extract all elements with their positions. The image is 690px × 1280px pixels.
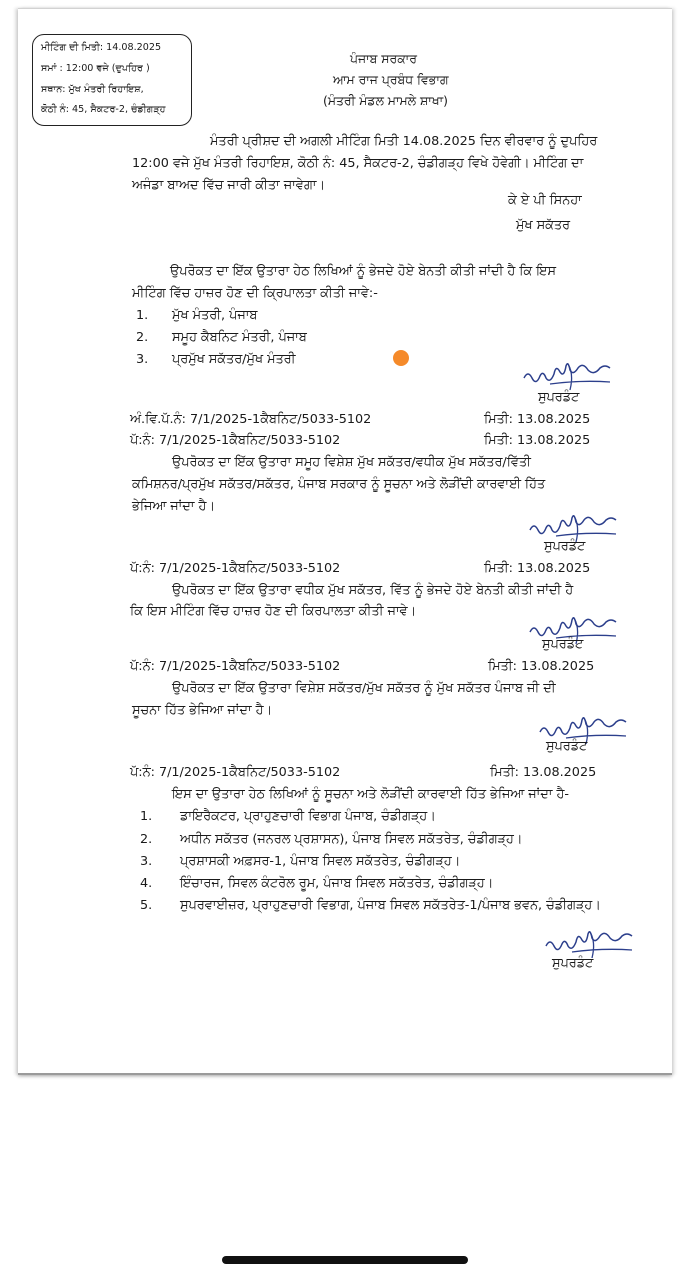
meeting-time: ਸਮਾਂ : 12:00 ਵਜੇ (ਦੁਪਹਿਰ ) xyxy=(41,63,150,74)
ref5-number: ਪੱ:ਨੰ: 7/1/2025-1ਕੈਬਨਿਟ/5033-5102 xyxy=(130,765,341,780)
copy5-item-number: 2. xyxy=(140,832,153,847)
copy1-line-1: ਉਪਰੋਕਤ ਦਾ ਇੱਕ ਉਤਾਰਾ ਹੇਠ ਲਿਖਿਆਂ ਨੂੰ ਭੇਜਦੇ ਹੋਏ ਬੇਨਤੀ ਕੀਤੀ ਜਾਂਦੀ ਹੈ ਕਿ ਇਸ xyxy=(170,264,556,279)
copy4-line-1: ਉਪਰੋਕਤ ਦਾ ਇੱਕ ਉਤਾਰਾ ਵਿਸ਼ੇਸ਼ ਸਕੱਤਰ/ਮੁੱਖ ਸਕੱਤਰ ਨੂੰ ਮੁੱਖ ਸਕੱਤਰ ਪੰਜਾਬ ਜੀ ਦੀ xyxy=(172,681,556,696)
copy5-line-1: ਇਸ ਦਾ ਉਤਾਰਾ ਹੇਠ ਲਿਖਿਆਂ ਨੂੰ ਸੂਚਨਾ ਅਤੇ ਲੋੜੀਂਦੀ ਕਾਰਵਾਈ ਹਿੱਤ ਭੇਜਿਆ ਜਾਂਦਾ ਹੈ- xyxy=(172,787,569,802)
copy2-line-3: ਭੇਜਿਆ ਜਾਂਦਾ ਹੈ। xyxy=(132,499,215,514)
copy5-item-text: ਸੁਪਰਵਾਈਜ਼ਰ, ਪ੍ਰਾਹੁਣਚਾਰੀ ਵਿਭਾਗ, ਪੰਜਾਬ ਸਿਵਲ ਸਕੱਤਰੇਤ-1/ਪੰਜਾਬ ਭਵਨ, ਚੰਡੀਗੜ੍ਹ। xyxy=(180,898,601,913)
header-department: ਆਮ ਰਾਜ ਪ੍ਰਬੰਧ ਵਿਭਾਗ xyxy=(333,72,449,87)
copy5-item-text: ਪ੍ਰਸ਼ਾਸਕੀ ਅਫ਼ਸਰ-1, ਪੰਜਾਬ ਸਿਵਲ ਸਕੱਤਰੇਤ, ਚੰਡੀਗੜ੍ਹ। xyxy=(180,854,461,869)
copy5-item-number: 3. xyxy=(140,854,153,869)
copy3-line-1: ਉਪਰੋਕਤ ਦਾ ਇੱਕ ਉਤਾਰਾ ਵਧੀਕ ਮੁੱਖ ਸਕੱਤਰ, ਵਿੱਤ ਨੂੰ ਭੇਜਦੇ ਹੋਏ ਬੇਨਤੀ ਕੀਤੀ ਜਾਂਦੀ ਹੈ xyxy=(172,583,574,598)
copy1-item-number: 1. xyxy=(136,308,149,323)
orange-marker-dot xyxy=(393,350,409,366)
copy5-item-number: 5. xyxy=(140,898,153,913)
copy1-item-text: ਪ੍ਰਮੁੱਖ ਸਕੱਤਰ/ਮੁੱਖ ਮੰਤਰੀ xyxy=(172,352,296,367)
ref3-date: ਮਿਤੀ: 13.08.2025 xyxy=(484,561,591,576)
ref4-date: ਮਿਤੀ: 13.08.2025 xyxy=(488,659,595,674)
chief-secretary-name: ਕੇ ਏ ਪੀ ਸਿਨਹਾ xyxy=(508,193,582,208)
ref5-date: ਮਿਤੀ: 13.08.2025 xyxy=(490,765,597,780)
ref2-date: ਮਿਤੀ: 13.08.2025 xyxy=(484,433,591,448)
meeting-venue-line1: ਸਥਾਨ: ਮੁੱਖ ਮੰਤਰੀ ਰਿਹਾਇਸ਼, xyxy=(41,84,144,95)
copy5-item-text: ਇੰਚਾਰਜ, ਸਿਵਲ ਕੰਟਰੋਲ ਰੂਮ, ਪੰਜਾਬ ਸਿਵਲ ਸਕੱਤਰੇਤ, ਚੰਡੀਗੜ੍ਹ। xyxy=(180,876,494,891)
meeting-date: ਮੀਟਿੰਗ ਦੀ ਮਿਤੀ: 14.08.2025 xyxy=(41,42,162,53)
meeting-info-box xyxy=(32,34,192,126)
copy4-line-2: ਸੂਚਨਾ ਹਿੱਤ ਭੇਜਿਆ ਜਾਂਦਾ ਹੈ। xyxy=(132,703,273,718)
ref3-number: ਪੱ:ਨੰ: 7/1/2025-1ਕੈਬਨਿਟ/5033-5102 xyxy=(130,561,341,576)
ref2-number: ਪੱ:ਨੰ: 7/1/2025-1ਕੈਬਨਿਟ/5033-5102 xyxy=(130,433,341,448)
header-branch: (ਮੰਤਰੀ ਮੰਡਲ ਮਾਮਲੇ ਸ਼ਾਖਾ) xyxy=(323,93,448,108)
copy5-item-number: 4. xyxy=(140,876,153,891)
header-government: ਪੰਜਾਬ ਸਰਕਾਰ xyxy=(350,51,417,66)
ref1-date: ਮਿਤੀ: 13.08.2025 xyxy=(484,412,591,427)
copy5-item-text: ਅਧੀਨ ਸਕੱਤਰ (ਜਨਰਲ ਪ੍ਰਸ਼ਾਸਨ), ਪੰਜਾਬ ਸਿਵਲ ਸਕੱਤਰੇਤ, ਚੰਡੀਗੜ੍ਹ। xyxy=(180,832,523,847)
intro-line-3: ਅਜੰਡਾ ਬਾਅਦ ਵਿੱਚ ਜਾਰੀ ਕੀਤਾ ਜਾਵੇਗਾ। xyxy=(132,178,326,193)
copy4-designation: ਸੁਪਰਡੰਟ xyxy=(546,739,588,754)
chief-secretary-designation: ਮੁੱਖ ਸਕੱਤਰ xyxy=(516,218,570,233)
copy5-item-text: ਡਾਇਰੈਕਟਰ, ਪ੍ਰਾਹੁਣਚਾਰੀ ਵਿਭਾਗ ਪੰਜਾਬ, ਚੰਡੀਗੜ੍ਹ। xyxy=(180,809,436,824)
copy3-designation: ਸੁਪਰਡੰਟ xyxy=(542,637,584,652)
meeting-venue-line2: ਕੋਠੀ ਨੰ: 45, ਸੈਕਟਰ-2, ਚੰਡੀਗੜ੍ਹ xyxy=(41,104,166,115)
copy3-line-2: ਕਿ ਇਸ ਮੀਟਿੰਗ ਵਿੱਚ ਹਾਜ਼ਰ ਹੋਣ ਦੀ ਕਿਰਪਾਲਤਾ ਕੀਤੀ ਜਾਵੇ। xyxy=(130,604,417,619)
ref1-number: ਅੰ.ਵਿ.ਪੱ.ਨੰ: 7/1/2025-1ਕੈਬਨਿਟ/5033-5102 xyxy=(130,412,372,427)
home-indicator-bar[interactable] xyxy=(222,1256,468,1264)
intro-line-1: ਮੰਤਰੀ ਪ੍ਰੀਸ਼ਦ ਦੀ ਅਗਲੀ ਮੀਟਿੰਗ ਮਿਤੀ 14.08.2025 ਦਿਨ ਵੀਰਵਾਰ ਨੂੰ ਦੁਪਹਿਰ xyxy=(210,134,598,149)
intro-line-2: 12:00 ਵਜੇ ਮੁੱਖ ਮੰਤਰੀ ਰਿਹਾਇਸ਼, ਕੋਠੀ ਨੰ: 45, ਸੈਕਟਰ-2, ਚੰਡੀਗੜ੍ਹ ਵਿਖੇ ਹੋਵੇਗੀ। ਮੀਟਿੰਗ ਦਾ xyxy=(132,156,584,171)
copy5-designation: ਸੁਪਰਡੰਟ xyxy=(552,956,594,971)
copy2-line-1: ਉਪਰੋਕਤ ਦਾ ਇੱਕ ਉਤਾਰਾ ਸਮੂਹ ਵਿਸ਼ੇਸ਼ ਮੁੱਖ ਸਕੱਤਰ/ਵਧੀਕ ਮੁੱਖ ਸਕੱਤਰ/ਵਿੱਤੀ xyxy=(172,455,531,470)
copy2-designation: ਸੁਪਰਡੰਟ xyxy=(544,539,586,554)
copy1-line-2: ਮੀਟਿੰਗ ਵਿੱਚ ਹਾਜ਼ਰ ਹੋਣ ਦੀ ਕ੍ਰਿਪਾਲਤਾ ਕੀਤੀ ਜਾਵੇ:- xyxy=(132,286,378,301)
copy1-item-text: ਮੁੱਖ ਮੰਤਰੀ, ਪੰਜਾਬ xyxy=(172,308,258,323)
ref4-number: ਪੱ:ਨੰ: 7/1/2025-1ਕੈਬਨਿਟ/5033-5102 xyxy=(130,659,341,674)
copy1-item-number: 2. xyxy=(136,330,149,345)
copy5-item-number: 1. xyxy=(140,809,153,824)
handwritten-signature-5 xyxy=(542,926,642,960)
copy1-designation: ਸੁਪਰਡੰਟ xyxy=(538,390,580,405)
copy2-line-2: ਕਮਿਸ਼ਨਰ/ਪ੍ਰਮੁੱਖ ਸਕੱਤਰ/ਸਕੱਤਰ, ਪੰਜਾਬ ਸਰਕਾਰ ਨੂੰ ਸੂਚਨਾ ਅਤੇ ਲੋੜੀਂਦੀ ਕਾਰਵਾਈ ਹਿੱਤ xyxy=(132,477,546,492)
copy1-item-number: 3. xyxy=(136,352,149,367)
handwritten-signature-1 xyxy=(520,358,620,392)
copy1-item-text: ਸਮੂਹ ਕੈਬਨਿਟ ਮੰਤਰੀ, ਪੰਜਾਬ xyxy=(172,330,307,345)
